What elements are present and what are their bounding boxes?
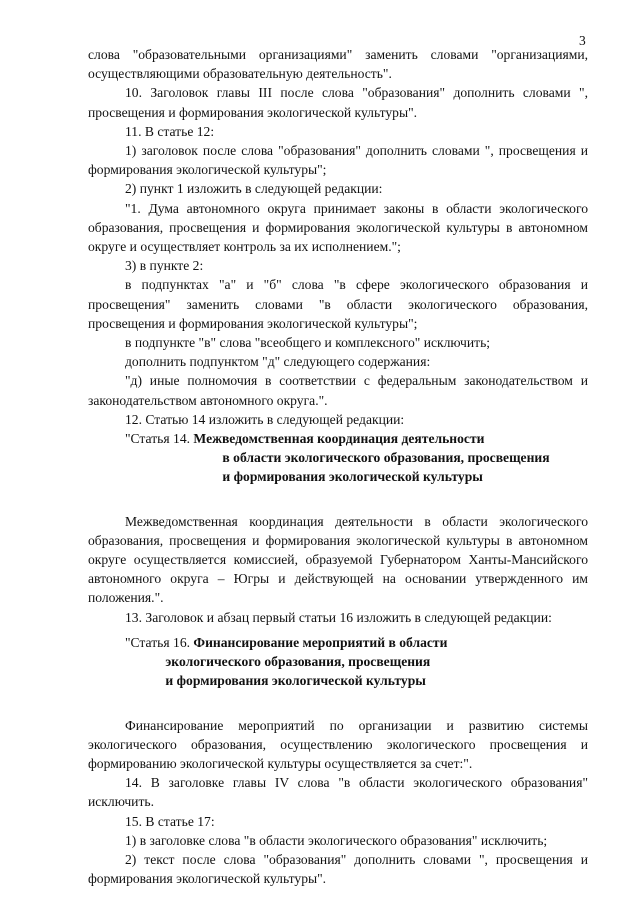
paragraph-item-11-1: 1) заголовок после слова "образования" дополнить словами ", просвещения и формирования экологической культуры"; (88, 143, 588, 178)
article-14-title-line: в области экологического образования, просвещения (222, 450, 550, 466)
spacer (88, 487, 588, 506)
paragraph-add-subitem: дополнить подпунктом "д" следующего содержания: (125, 354, 431, 370)
article-16-title-line: экологического образования, просвещения (165, 654, 431, 670)
paragraph-item-13: 13. Заголовок и абзац первый статьи 16 изложить в следующей редакции: (125, 609, 552, 625)
paragraph-item-14: 14. В заголовке главы IV слова "в области экологического образования" исключить. (88, 775, 588, 810)
article-16-text: Финансирование мероприятий по организации и развитию системы экологического образования, осуществлению экологического просвещения и формированию экологической культуры осуществляется за счет:". (88, 717, 588, 771)
paragraph-quote-1: "1. Дума автономного округа принимает законы в области экологического образования, просвещения и формирования экологической культуры в автономном округе и осуществляет контроль за их исполнением."; (88, 200, 588, 255)
article-16-title (165, 633, 448, 691)
paragraph-subitem-d: "д) иные полномочия в соответствии с федеральным законодательством и законодательством автономного округа.". (88, 373, 588, 408)
article-14-prefix: "Статья 14. (125, 431, 194, 447)
paragraph-item-15: 15. В статье 17: (125, 813, 215, 829)
spacer (88, 691, 588, 710)
article-14-heading (88, 429, 588, 487)
paragraph-item-10: 10. Заголовок главы III после слова "образования" дополнить словами ", просвещения и формирования экологической культуры". (88, 85, 588, 120)
article-14-text: Межведомственная координация деятельности в области экологического образования, просвещения и формирования экологической культуры в автономном округе осуществляется комиссией, образуемой Губернатором Ханты-Мансийского автономного округа – Югры и действующей на основании утвержденного им положения.". (88, 513, 588, 606)
paragraph-item-12: 12. Статью 14 изложить в следующей редакции: (125, 411, 405, 427)
paragraph-subitems-a-b: в подпунктах "а" и "б" слова "в сфере экологического образования и просвещения" заменить словами "в области экологического образования, просвещения и формирования экологической культуры"; (88, 277, 588, 331)
paragraph-item-11: 11. В статье 12: (125, 123, 215, 139)
paragraph-subitem-v: в подпункте "в" слова "всеобщего и комплексного" исключить; (125, 335, 491, 351)
article-14-title (193, 429, 549, 487)
article-16-title-line: Финансирование мероприятий в области (193, 634, 448, 650)
page-number: 3 (579, 33, 586, 48)
article-16-prefix: "Статья 16. (125, 634, 194, 650)
article-16-title-line: и формирования экологической культуры (165, 673, 426, 689)
paragraph-item-11-2: 2) пункт 1 изложить в следующей редакции: (125, 181, 383, 197)
article-14-title-line: и формирования экологической культуры (222, 469, 483, 485)
paragraph-item-11-3: 3) в пункте 2: (125, 258, 204, 274)
paragraph-item-15-2: 2) текст после слова "образования" дополнить словами ", просвещения и формирования экологической культуры". (88, 851, 588, 887)
document-body (88, 45, 588, 888)
article-14-title-line: Межведомственная координация деятельности (193, 431, 485, 447)
paragraph-item-15-1: 1) в заголовке слова "в области экологического образования" исключить; (125, 832, 548, 848)
article-16-heading (88, 633, 588, 691)
paragraph-continuation: слова "образовательными организациями" заменить словами "организациями, осуществляющими образовательную деятельность". (88, 47, 588, 82)
